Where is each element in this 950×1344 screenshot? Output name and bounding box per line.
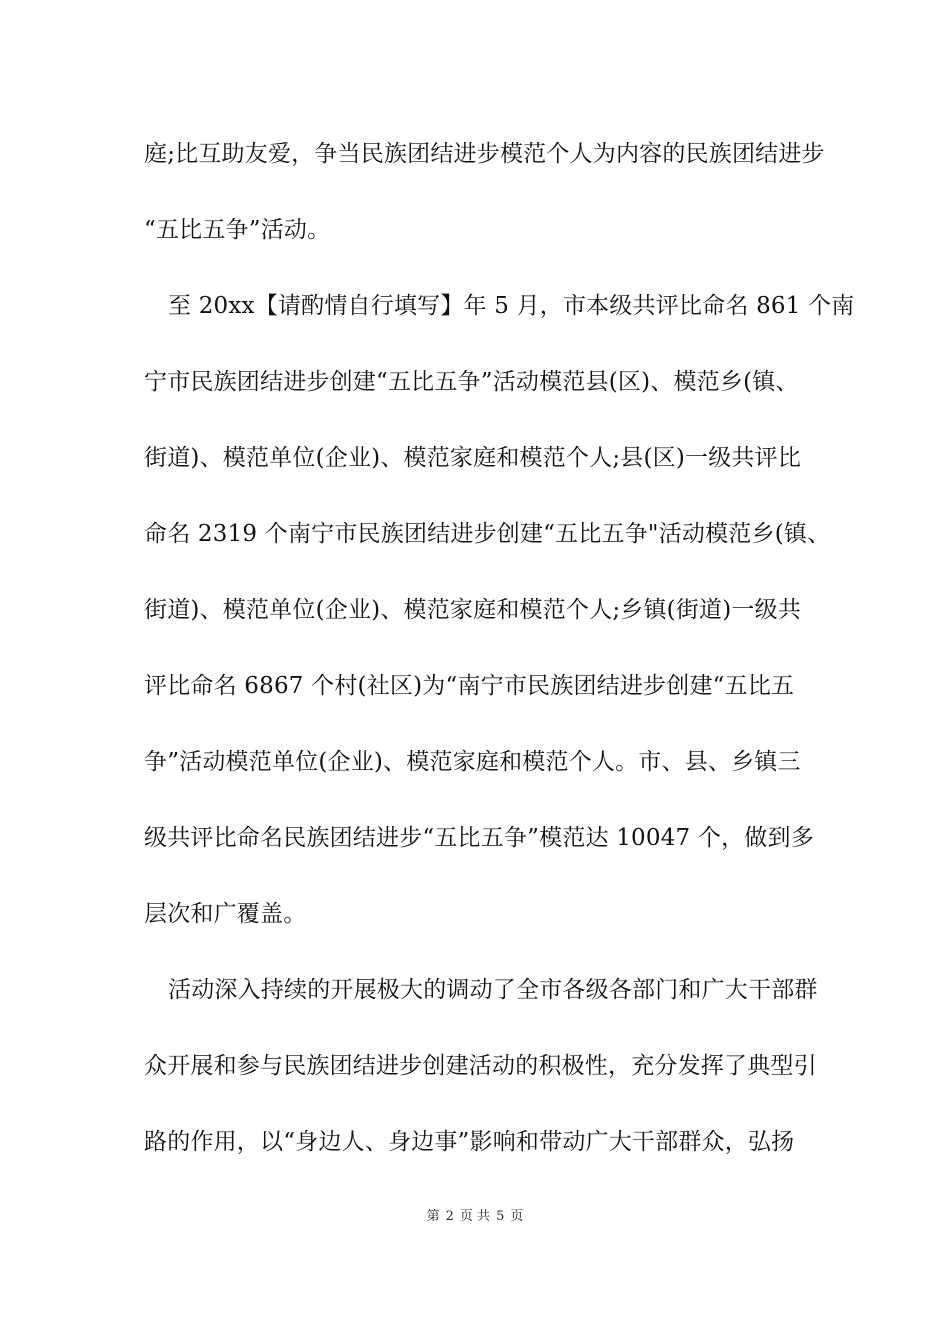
text-line: 宁市民族团结进步创建“五比五争”活动模范县(区)、模范乡(镇、 — [144, 369, 799, 395]
paragraph-start-line: 至 20xx【请酌情自行填写】年 5 月，市本级共评比命名 861 个南 — [168, 293, 855, 319]
paragraph-start-line: 活动深入持续的开展极大的调动了全市各级各部门和广大干部群 — [168, 977, 818, 1003]
total-page-number: 5 — [496, 1209, 505, 1224]
text-line: 路的作用，以“身边人、身边事”影响和带动广大干部群众，弘扬 — [144, 1129, 795, 1155]
text-line: 庭;比互助友爱，争当民族团结进步模范个人为内容的民族团结进步 — [144, 141, 825, 167]
text-line: 争”活动模范单位(企业)、模范家庭和模范个人。市、县、乡镇三 — [144, 749, 801, 775]
text-line: 街道)、模范单位(企业)、模范家庭和模范个人;县(区)一级共评比 — [144, 445, 802, 471]
page-suffix: 页 — [510, 1209, 524, 1224]
page-prefix: 第 — [426, 1209, 440, 1224]
text-line: 评比命名 6867 个村(社区)为“南宁市民族团结进步创建“五比五 — [144, 673, 795, 699]
text-line: 层次和广覆盖。 — [144, 901, 307, 927]
text-line: 命名 2319 个南宁市民族团结进步创建“五比五争"活动模范乡(镇、 — [144, 521, 831, 547]
text-line: 街道)、模范单位(企业)、模范家庭和模范个人;乡镇(街道)一级共 — [144, 597, 802, 623]
page-mid-text: 页 共 — [459, 1209, 491, 1224]
text-line: 级共评比命名民族团结进步“五比五争”模范达 10047 个，做到多 — [144, 825, 814, 851]
current-page-number: 2 — [445, 1209, 454, 1224]
text-line: 众开展和参与民族团结进步创建活动的积极性，充分发挥了典型引 — [144, 1053, 817, 1079]
page-number-footer — [0, 1208, 950, 1226]
text-line: “五比五争”活动。 — [144, 217, 331, 243]
